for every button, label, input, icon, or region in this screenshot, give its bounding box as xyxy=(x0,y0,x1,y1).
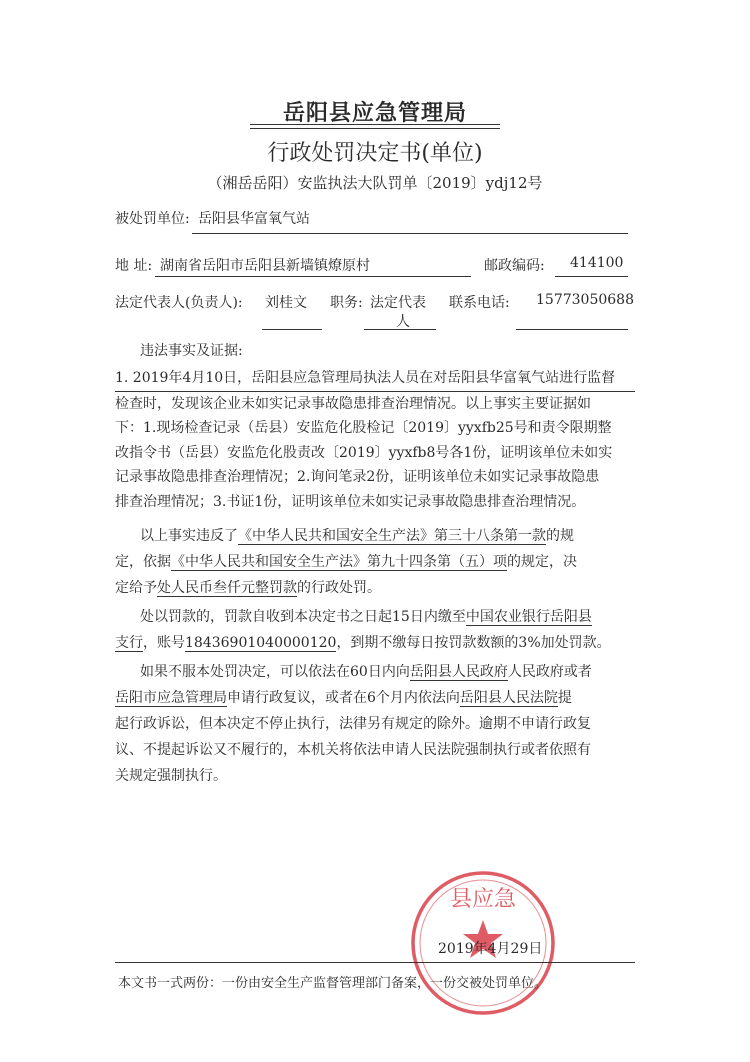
violation-line-3 xyxy=(115,576,381,601)
payment-text: ，账号 xyxy=(143,635,185,651)
appeal-line-4: 议、不提起诉讼又不履行的，本机关将依法申请人民法院强制执行或者依照有 xyxy=(115,742,591,758)
violation-text: 的规 xyxy=(546,528,574,544)
fact-line: 下：1.现场检查记录（岳县）安监危化股检记〔2019〕yyxfb25号和责令限期整 xyxy=(115,420,612,436)
address-value: 湖南省岳阳市岳阳县新墙镇燎原村 xyxy=(160,258,370,274)
seal-text: 县应急 xyxy=(449,886,517,911)
appeal-dept: 岳阳市应急管理局 xyxy=(115,690,227,706)
violation-text: 以上事实违反了 xyxy=(140,528,238,544)
legal-rep-label: 法定代表人(负责人): xyxy=(115,295,243,311)
appeal-line-2 xyxy=(115,686,572,711)
appeal-line-3: 起行政诉讼，但本决定不停止执行，法律另有规定的除外。逾期不申请行政复 xyxy=(115,716,591,732)
violation-line-1 xyxy=(140,524,574,549)
footer-note: 本文书一式两份：一份由安全生产监督管理部门备案，一份交被处罚单位。 xyxy=(118,976,548,991)
position-underline xyxy=(364,329,436,330)
payment-text: 处以罚款的，罚款自收到本决定书之日起15日内缴至 xyxy=(140,609,466,625)
position-label: 职务: xyxy=(330,295,363,311)
violation-text: 定，依据 xyxy=(115,554,171,570)
payment-line-2 xyxy=(115,631,611,656)
legal-rep-value: 刘桂文 xyxy=(265,295,307,311)
appeal-text: 如果不服本处罚决定，可以依法在60日内向 xyxy=(140,664,410,680)
appeal-court: 岳阳县人民法院 xyxy=(459,690,558,706)
postcode-label: 邮政编码: xyxy=(484,258,545,274)
phone-value: 15773050688 xyxy=(536,292,634,308)
decision-date: 2019年4月29日 xyxy=(438,941,543,957)
fact-line: 记录事故隐患排查治理情况；2.询问笔录2份，证明该单位未如实记录事故隐患 xyxy=(115,469,600,485)
appeal-text: 申请行政复议，或者在6个月内依法向 xyxy=(227,690,460,706)
document-number: （湘岳岳阳）安监执法大队罚单〔2019〕ydj12号 xyxy=(207,174,543,192)
postcode-underline xyxy=(555,276,628,277)
appeal-line-5: 关规定强制执行。 xyxy=(115,768,227,784)
legal-rep-underline xyxy=(262,329,322,330)
footer-rule xyxy=(115,962,635,963)
address-underline xyxy=(155,276,471,277)
agency-rule-thin xyxy=(250,128,500,129)
fact-line: 改指令书（岳县）安监危化股责改〔2019〕yyxfb8号各1份，证明该单位未如实 xyxy=(115,444,613,461)
document-title: 行政处罚决定书(单位) xyxy=(267,141,483,166)
violation-text: 定给予 xyxy=(115,580,157,596)
facts-heading: 违法事实及证据: xyxy=(140,343,243,359)
payment-text: ，到期不缴每日按罚款数额的3%加处罚款。 xyxy=(336,635,611,651)
violation-text: 的规定，决 xyxy=(507,554,577,570)
address-label: 地 址: xyxy=(115,258,153,274)
facts-body xyxy=(115,366,635,514)
payment-account: 18436901040000120 xyxy=(185,635,337,651)
fact-line: 检查时，发现该企业未如实记录事故隐患排查治理情况。以上事实主要证据如 xyxy=(115,395,591,412)
violated-law: 《中华人民共和国安全生产法》第三十八条第一款 xyxy=(238,528,546,544)
agency-rule xyxy=(250,124,500,125)
violation-text: 的行政处罚。 xyxy=(297,580,381,596)
penalty-amount: 处人民币叁仟元整罚款 xyxy=(157,580,297,596)
appeal-text: 人民政府或者 xyxy=(507,664,592,680)
payment-line-1 xyxy=(140,605,592,630)
penalty-basis-law: 《中华人民共和国安全生产法》第九十四条第（五）项 xyxy=(171,554,507,570)
fact-line: 排查治理情况；3.书证1份，证明该单位未如实记录事故隐患排查治理情况。 xyxy=(115,493,586,510)
phone-underline xyxy=(516,329,628,330)
agency-name: 岳阳县应急管理局 xyxy=(282,100,467,126)
phone-label: 联系电话: xyxy=(449,295,510,311)
appeal-line-1 xyxy=(140,660,592,685)
party-name-value: 岳阳县华富氧气站 xyxy=(198,211,310,227)
postcode-value: 414100 xyxy=(570,255,624,271)
appeal-gov: 岳阳县人民政府 xyxy=(409,664,508,680)
payment-bank-cont: 支行 xyxy=(115,635,143,651)
party-name-underline xyxy=(192,233,628,234)
violation-line-2 xyxy=(115,550,577,575)
payment-bank: 中国农业银行岳阳县 xyxy=(465,609,592,625)
party-name-label: 被处罚单位: xyxy=(115,211,190,227)
position-value: 法定代表 xyxy=(370,295,426,311)
fact-line: 1. 2019年4月10日，岳阳县应急管理局执法人员在对岳阳县华富氧气站进行监督 xyxy=(115,366,635,392)
position-value-cont: 人 xyxy=(396,314,410,330)
appeal-text: 提 xyxy=(557,690,572,706)
